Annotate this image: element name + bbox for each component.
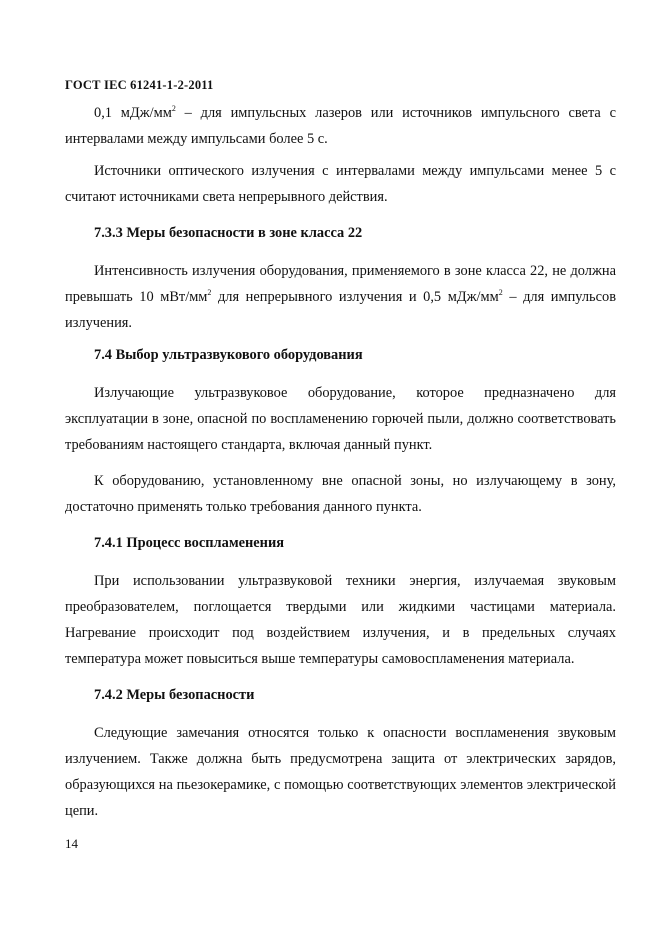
section-heading-7-4-1: 7.4.1 Процесс воспламенения bbox=[94, 535, 285, 551]
paragraph-safety-measures: Следующие замечания относятся только к опасности воспламенения звуковым излучением. Также должна быть предусмотрена защита от электрических зарядов, образующихся на пьезокерамике, с помощью соответствующих элементов электрической цепи. bbox=[65, 725, 616, 819]
paragraph-text: для непрерывного излучения и 0,5 мДж/мм bbox=[211, 289, 499, 305]
section-heading-7-4: 7.4 Выбор ультразвукового оборудования bbox=[94, 347, 363, 363]
paragraph-continuous-sources: Источники оптического излучения с интервалами между импульсами менее 5 с считают источниками света непрерывного действия. bbox=[65, 163, 616, 205]
superscript: 2 bbox=[171, 104, 176, 113]
paragraph-pulse-limit bbox=[65, 100, 616, 152]
section-heading-7-4-2: 7.4.2 Меры безопасности bbox=[94, 687, 255, 703]
superscript: 2 bbox=[498, 288, 503, 297]
paragraph-ignition-process: При использовании ультразвуковой техники энергия, излучаемая звуковым преобразователем, поглощается твердыми или жидкими частицами материала. Нагревание происходит под воздействием излучения, и в предельных случаях температура может повыситься выше температуры самовоспламенения материала. bbox=[65, 573, 616, 667]
paragraph-text: Интенсивность излучения оборудования, применяемого в зоне класса 22, не должна превышать 10 мВт/мм bbox=[65, 263, 616, 305]
paragraph-text: 0,1 мДж/мм bbox=[94, 105, 172, 121]
paragraph-ultrasonic-requirements: Излучающие ультразвуковое оборудование, которое предназначено для эксплуатации в зоне, опасной по воспламенению горючей пыли, должно соответствовать требованиям настоящего стандарта, включая данный пункт. bbox=[65, 385, 616, 453]
document-body bbox=[65, 100, 616, 834]
superscript: 2 bbox=[207, 288, 212, 297]
section-heading-7-3-3: 7.3.3 Меры безопасности в зоне класса 22 bbox=[94, 225, 363, 241]
paragraph-text: – для импульсных лазеров или источников импульсного света с интервалами между импульсами более 5 с. bbox=[65, 105, 616, 147]
paragraph-text: – для импульсов излучения. bbox=[65, 289, 616, 331]
paragraph-outside-zone: К оборудованию, установленному вне опасной зоны, но излучающему в зону, достаточно применять только требования данного пункта. bbox=[65, 473, 616, 515]
page-number: 14 bbox=[65, 836, 78, 851]
document-header: ГОСТ IEC 61241-1-2-2011 bbox=[65, 78, 214, 92]
paragraph-zone-22-intensity bbox=[65, 258, 616, 336]
